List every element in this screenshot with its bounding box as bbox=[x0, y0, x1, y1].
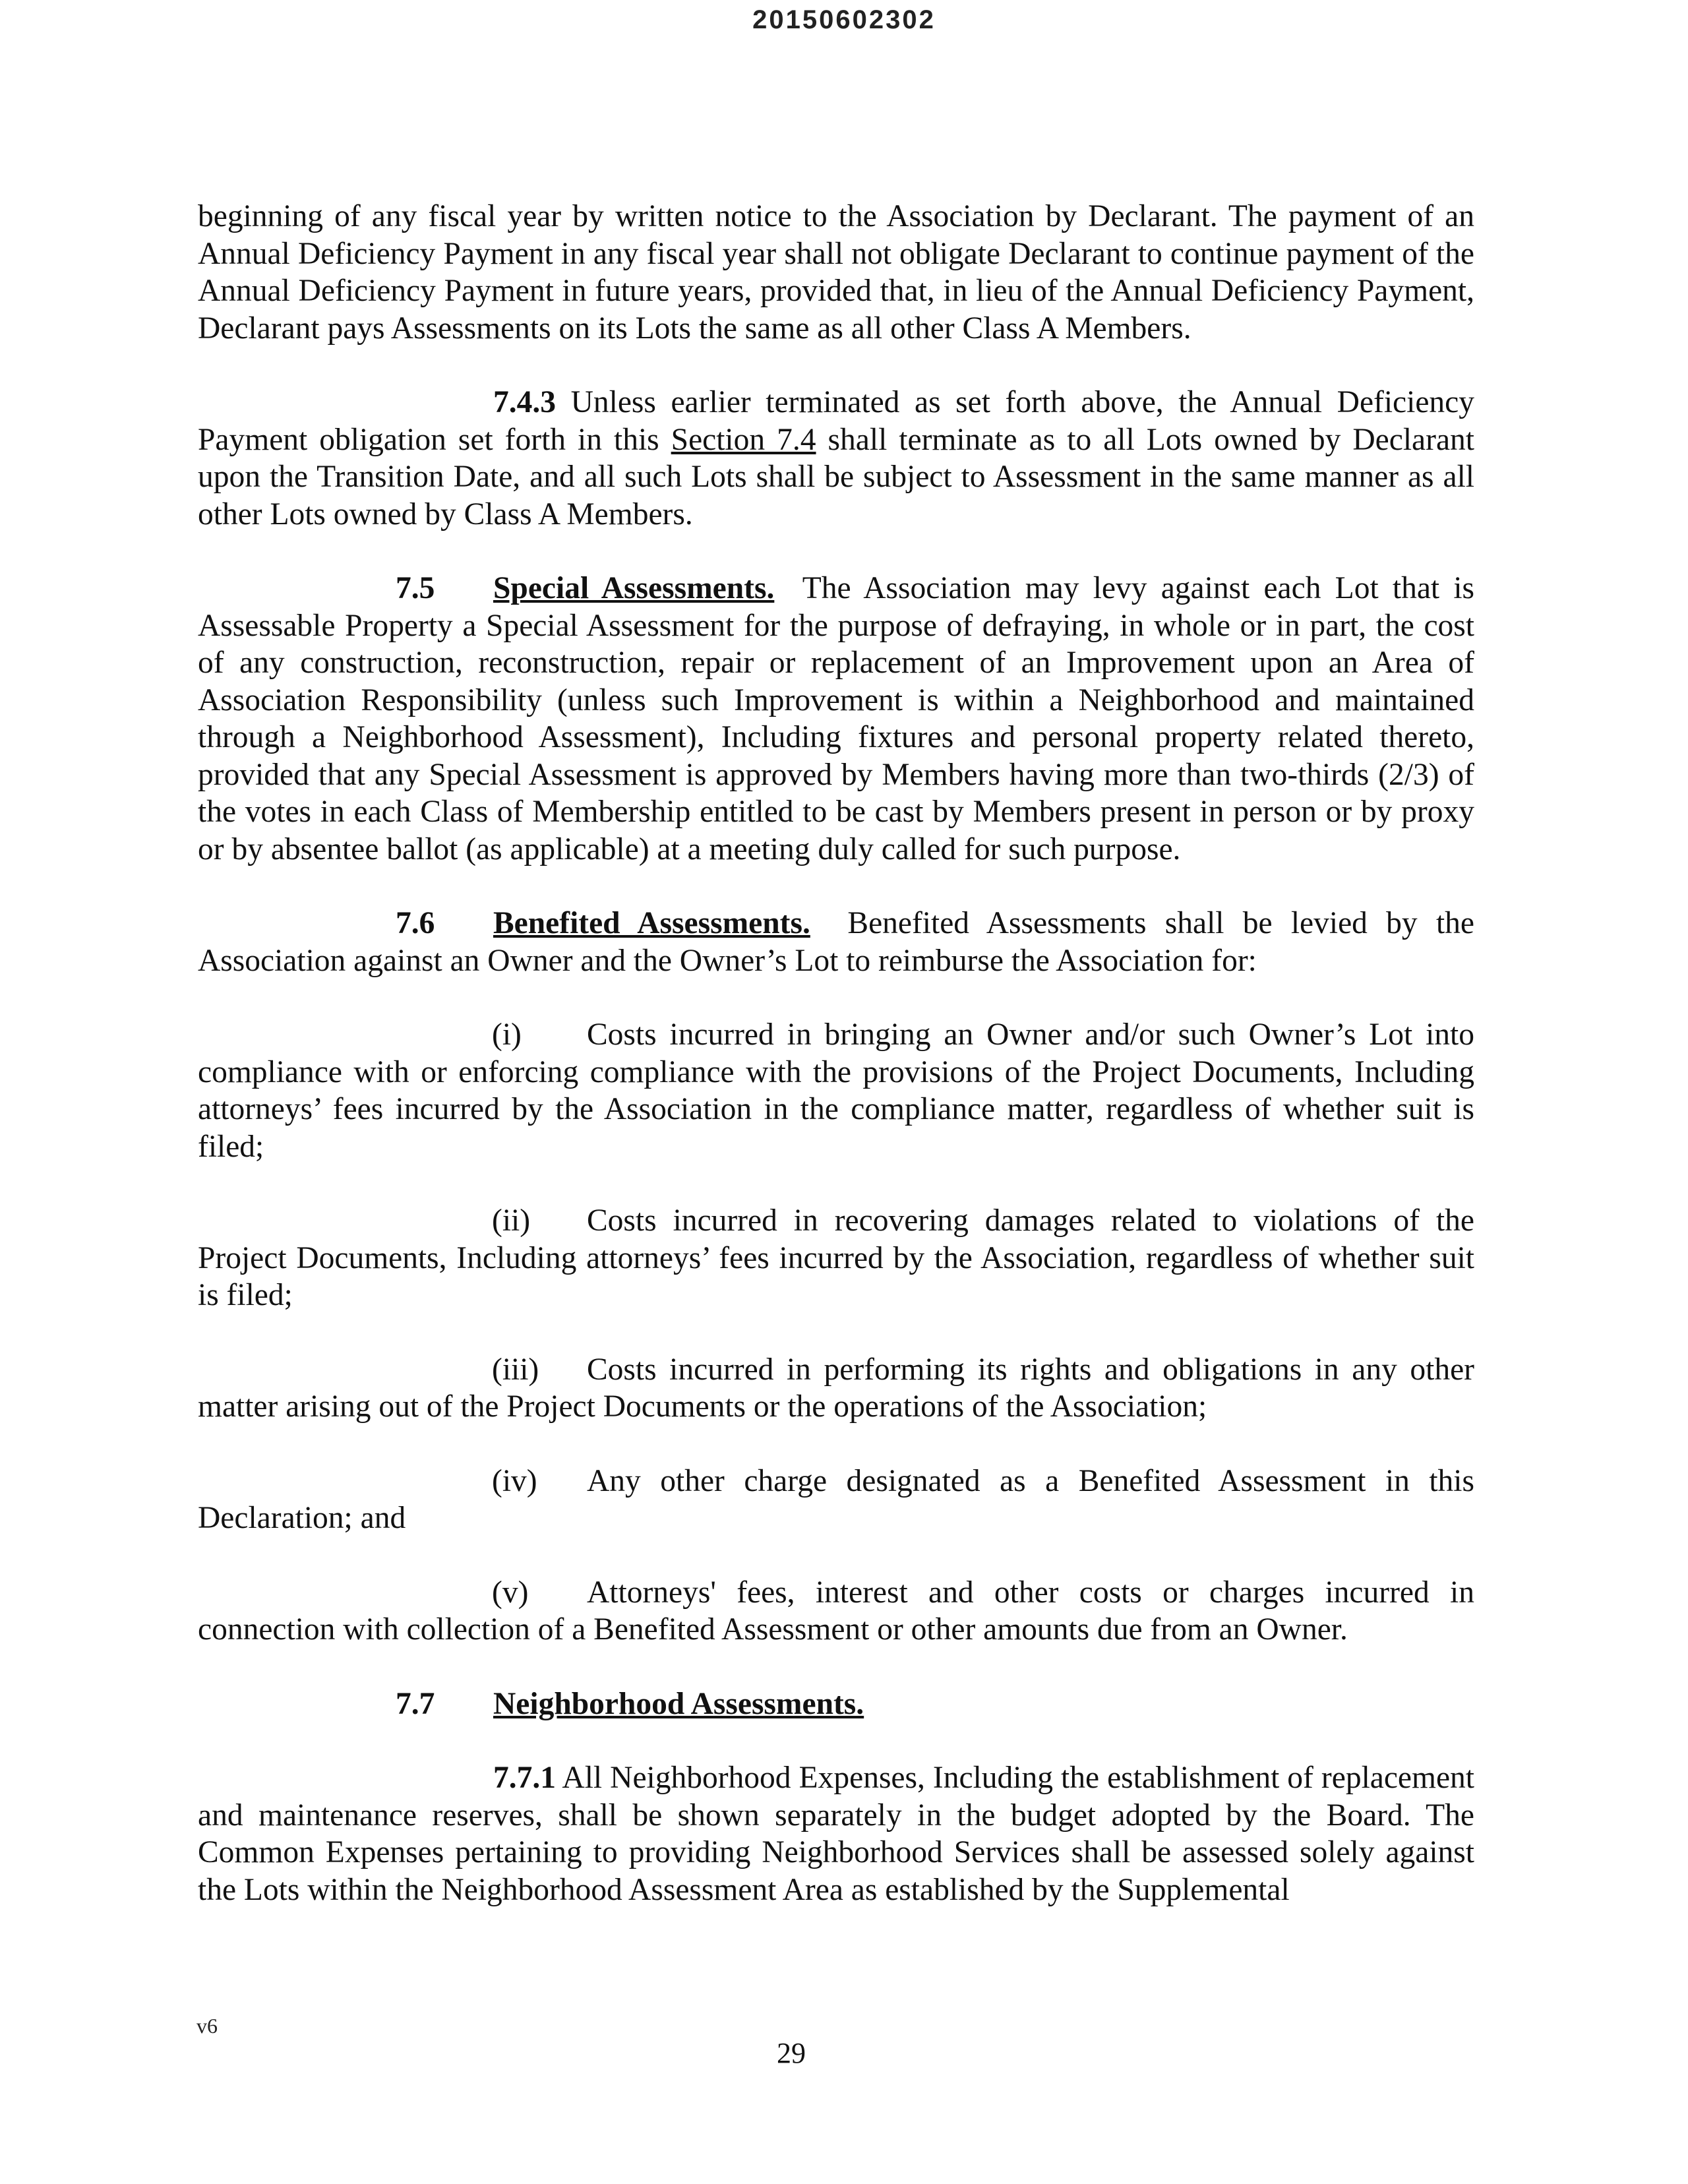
section-number: 7.7 bbox=[396, 1686, 435, 1721]
list-item-label: (iv) bbox=[492, 1463, 537, 1498]
list-item-label: (v) bbox=[492, 1575, 529, 1610]
list-item bbox=[198, 1202, 1474, 1314]
list-item-text: Attorneys' fees, interest and other costs or charges incurred in connection with collection of a Benefited Assessment or other amounts due from an Owner. bbox=[198, 1575, 1474, 1647]
section-heading: Neighborhood Assessments. bbox=[493, 1686, 864, 1721]
paragraph-text: shall terminate as to all Lots owned by Declarant upon the Transition Date, and all such Lots shall be subject to Assessment in the same manner as all other Lots owned by Class A Members. bbox=[198, 422, 1474, 531]
section-number: 7.5 bbox=[396, 571, 435, 605]
section-7-5 bbox=[198, 570, 1474, 868]
list-item-first-line bbox=[198, 1463, 1474, 1500]
list-item-second-line: Declaration; and bbox=[198, 1501, 406, 1535]
paragraph-7-4-3 bbox=[198, 384, 1474, 533]
list-item bbox=[198, 1463, 1474, 1537]
version-label: v6 bbox=[196, 2014, 218, 2038]
section-7-6 bbox=[198, 905, 1474, 979]
list-item-label: (iii) bbox=[492, 1352, 539, 1387]
page-number: 29 bbox=[777, 2037, 806, 2069]
document-body bbox=[198, 198, 1474, 1908]
list-item bbox=[198, 1351, 1474, 1426]
list-item-text: Any other charge designated as a Benefited Assessment in this bbox=[587, 1463, 1474, 1498]
section-reference: Section 7.4 bbox=[671, 422, 816, 457]
list-item bbox=[198, 1574, 1474, 1649]
section-heading: Special Assessments. bbox=[493, 571, 775, 605]
section-number: 7.7.1 bbox=[493, 1761, 556, 1795]
section-number: 7.6 bbox=[396, 906, 435, 940]
document-record-number: 20150602302 bbox=[752, 5, 936, 34]
list-item-label: (i) bbox=[492, 1017, 522, 1052]
list-item-text: Costs incurred in performing its rights and obligations in any other matter arising out of the Project Documents or the operations of the Association; bbox=[198, 1352, 1474, 1424]
list-item bbox=[198, 1016, 1474, 1165]
paragraph-7-7-1 bbox=[198, 1759, 1474, 1908]
section-text: The Association may levy against each Lot that is Assessable Property a Special Assessment for the purpose of defraying, in whole or in part, the cost of any construction, reconstruction, repair or replacement of an Improvement upon an Area of Association Responsibility (unless such Improvement is within a Neighborhood and maintained through a Neighborhood Assessment), Including fixtures and personal property related thereto, provided that any Special Assessment is approved by Members having more than two-thirds (2/3) of the votes in each Class of Membership entitled to be cast by Members present in person or by proxy or by absentee ballot (as applicable) at a meeting duly called for such purpose. bbox=[198, 571, 1474, 866]
paragraph-text: All Neighborhood Expenses, Including the establishment of replacement and maintenance reserves, shall be shown separately in the budget adopted by the Board. The Common Expenses pertaining to providing Neighborhood Services shall be assessed solely against the Lots within the Neighborhood Assessment Area as established by the Supplemental bbox=[198, 1761, 1474, 1907]
list-item-text: Costs incurred in bringing an Owner and/or such Owner’s Lot into compliance with or enforcing compliance with the provisions of the Project Documents, Including attorneys’ fees incurred by the Association in the compliance matter, regardless of whether suit is filed; bbox=[198, 1017, 1474, 1164]
list-item-label: (ii) bbox=[492, 1203, 531, 1238]
section-number: 7.4.3 bbox=[493, 385, 556, 419]
section-text: Benefited Assessments shall be levied by the Association against an Owner and the Owner’s Lot to reimburse the Association for: bbox=[198, 906, 1474, 978]
section-7-7 bbox=[198, 1685, 1474, 1723]
list-item-text: Costs incurred in recovering damages related to violations of the Project Documents, Including attorneys’ fees incurred by the Association, regardless of whether suit is filed; bbox=[198, 1203, 1474, 1312]
paragraph-continued: beginning of any fiscal year by written notice to the Association by Declarant. The payment of an Annual Deficiency Payment in any fiscal year shall not obligate Declarant to continue payment of the Annual Deficiency Payment in future years, provided that, in lieu of the Annual Deficiency Payment, Declarant pays Assessments on its Lots the same as all other Class A Members. bbox=[198, 199, 1474, 346]
paragraph-text: Unless earlier terminated as set forth above, the Annual Deficiency Payment obligation set forth in this bbox=[198, 385, 1474, 457]
section-heading: Benefited Assessments. bbox=[493, 906, 810, 940]
